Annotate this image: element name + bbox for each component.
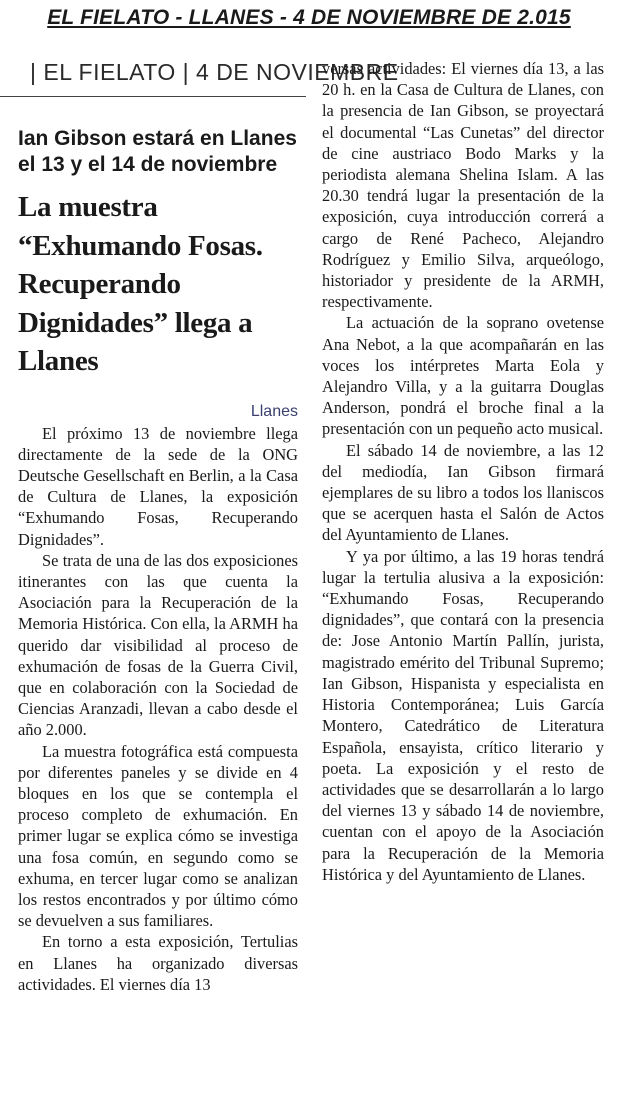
article-paragraph: El sábado 14 de noviembre, a las 12 del mediodía, Ian Gibson firmará ejemplares de su libro a todos los llaniscos que se acerquen hasta el Salón de Actos del Ayuntamiento de Llanes. [322, 440, 604, 545]
article-paragraph: versas actividades: El viernes día 13, a las 20 h. en la Casa de Cultura de Llanes, con la presencia de Ian Gibson, se proyectará el documental “Las Cunetas” del director de cine austriaco Bodo Marks y la periodista alemana Shelina Islam. A las 20.30 tendrá lugar la presentación de la exposición, cuya introducción correrá a cargo de René Pacheco, Alejandro Rodríguez y Emilio Silva, arqueólogo, historiador y presidente de la ARMH, respectivamente. [322, 59, 604, 312]
article-headline: La muestra “Exhumando Fosas. Recuperando Dignidades” llega a Llanes [18, 191, 263, 377]
article-byline: Llanes [250, 402, 298, 420]
article-paragraph: La actuación de la soprano ovetense Ana Nebot, a la que acompañarán en las voces los intérpretes Marta Eola y Alejandro Villa, y a la guitarra Douglas Anderson, pondrá el broche final a la presentación con un pequeño acto musical. [322, 313, 604, 439]
masthead-text: | EL FIELATO | 4 DE NOVIEMBRE [30, 59, 399, 85]
article-paragraph: El próximo 13 de noviembre llega directamente de la sede de la ONG Deutsche Gesellschaft en Berlin, a la Casa de Cultura de Llanes, la exposición “Exhumando Fosas, Recuperando Dignidades”. [18, 423, 298, 549]
article-subheadline: Ian Gibson estará en Llanes el 13 y el 14 de noviembre [18, 127, 297, 176]
article-paragraph: Y ya por último, a las 19 horas tendrá lugar la tertulia alusiva a la exposición: “Exhumando Fosas, Recuperando dignidades”, que contará con la presencia de: Jose Antonio Martín Pallín, jurista, magistrado emérito del Tribunal Supremo; Ian Gibson, Hispanista y especialista en Historia Contemporánea; Luis García Montero, Catedrático de Literatura Española, ensayista, crítico literario y poeta. La exposición y el resto de actividades que se desarrollarán a lo largo del viernes 13 y sábado 14 de noviembre, cuentan con el apoyo de la Asociación para la Recuperación de la Memoria Histórica y del Ayuntamiento de Llanes. [322, 546, 604, 884]
clipping-caption: EL FIELATO - LLANES - 4 DE NOVIEMBRE DE 2.015 [47, 6, 571, 29]
article-paragraph: En torno a esta exposición, Tertulias en Llanes ha organizado diversas actividades. El viernes día 13 [18, 932, 298, 994]
newspaper-masthead [0, 56, 399, 97]
article-paragraph: Se trata de una de las dos exposiciones itinerantes con las que cuenta la Asociación para la Recuperación de la Memoria Histórica. Con ella, la ARMH ha querido dar visibilidad al proceso de exhumación de fosas de la Guerra Civil, que en colaboración con la Sociedad de Ciencias Aranzadi, llevan a cabo desde el año 2.000. [18, 550, 298, 740]
article-column-right [322, 58, 604, 885]
article-paragraph: La muestra fotográfica está compuesta por diferentes paneles y se divide en 4 bloques en los que se contempla el proceso completo de exhumación. En primer lugar se explica cómo se investiga una fosa común, en segundo como se exhuma, en tercer lugar como se analizan los restos encontrados y por último cómo se devuelven a sus familiares. [18, 741, 298, 931]
article-column-left [18, 126, 298, 995]
